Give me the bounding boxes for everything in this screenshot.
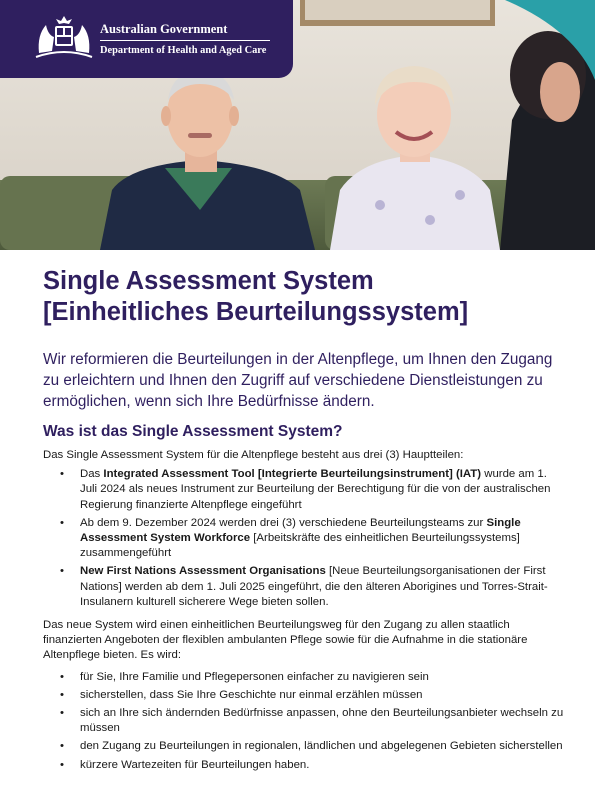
bullet: •: [60, 670, 64, 683]
hero-photo: [0, 0, 595, 250]
list-item: • New First Nations Assessment Organisations [Neue Beurteilungsorganisationen der First Nations] werden ab dem 1. Juli 2025 eingeführt, die den älteren Aborigines und Torres-Strait-Insulanern kulturell sicherere Wege bieten sollen.: [60, 565, 548, 608]
system-paragraph: Das neue System wird einen einheitlichen Beurteilungsweg für den Zugang zu allen staatlich finanzierten Angeboten der flexiblen ambulanten Pflege sowie für die Aufnahme in die stationäre Altenpflege bieten. Es wird:: [43, 619, 528, 662]
bullet: •: [60, 468, 64, 481]
section-heading: Was ist das Single Assessment System?: [43, 423, 343, 440]
title-line-1: Single Assessment System: [43, 267, 374, 295]
intro-paragraph: Wir reformieren die Beurteilungen in der Altenpflege, um Ihnen den Zugang zu erleichtern und Ihnen den Zugriff auf verschiedene Dienstleistungen zu ermöglichen, wenn sich Ihre Bedürfnisse ändern.: [43, 351, 553, 410]
list-item: • sich an Ihre sich ändernden Bedürfnisse anpassen, ohne den Beurteilungsanbieter wechseln zu müssen: [60, 707, 564, 735]
department-name: Department of Health and Aged Care: [100, 45, 267, 56]
list-item: • für Sie, Ihre Familie und Pflegepersonen einfacher zu navigieren sein: [43, 670, 565, 685]
government-banner: [0, 0, 293, 78]
bullet: •: [60, 740, 64, 753]
bullet: •: [60, 707, 64, 720]
bullet: •: [60, 565, 64, 578]
parts-list: [43, 467, 565, 610]
document-body: [43, 266, 565, 776]
list-item: • den Zugang zu Beurteilungen in regionalen, ländlichen und abgelegenen Gebieten sicherstellen: [43, 739, 565, 754]
government-name: Australian Government: [100, 22, 228, 36]
benefits-list: [43, 670, 565, 773]
list-item: • Ab dem 9. Dezember 2024 werden drei (3) verschiedene Beurteilungsteams zur Single Assessment System Workforce [Arbeitskräfte des einheitlichen Beurteilungssystems] zusammengeführt: [60, 516, 521, 560]
list-item: • Das Integrated Assessment Tool [Integrierte Beurteilungsinstrument] (IAT) wurde am 1. Juli 2024 als neues Instrument zur Beurteilung der Berechtigung für die von der australischen Regierung finanzierte Altenpflege eingeführt: [60, 468, 551, 511]
page-title: [43, 266, 565, 328]
bullet: •: [60, 688, 64, 701]
bullet: •: [60, 516, 64, 529]
coat-of-arms-icon: [34, 13, 94, 61]
section-intro: Das Single Assessment System für die Altenpflege besteht aus drei (3) Hauptteilen:: [43, 449, 464, 461]
list-item: • kürzere Wartezeiten für Beurteilungen haben.: [43, 758, 565, 773]
bullet: •: [60, 758, 64, 771]
title-line-2: [Einheitliches Beurteilungssystem]: [43, 298, 469, 326]
list-item: • sicherstellen, dass Sie Ihre Geschichte nur einmal erzählen müssen: [43, 688, 565, 703]
banner-divider: [100, 40, 270, 41]
